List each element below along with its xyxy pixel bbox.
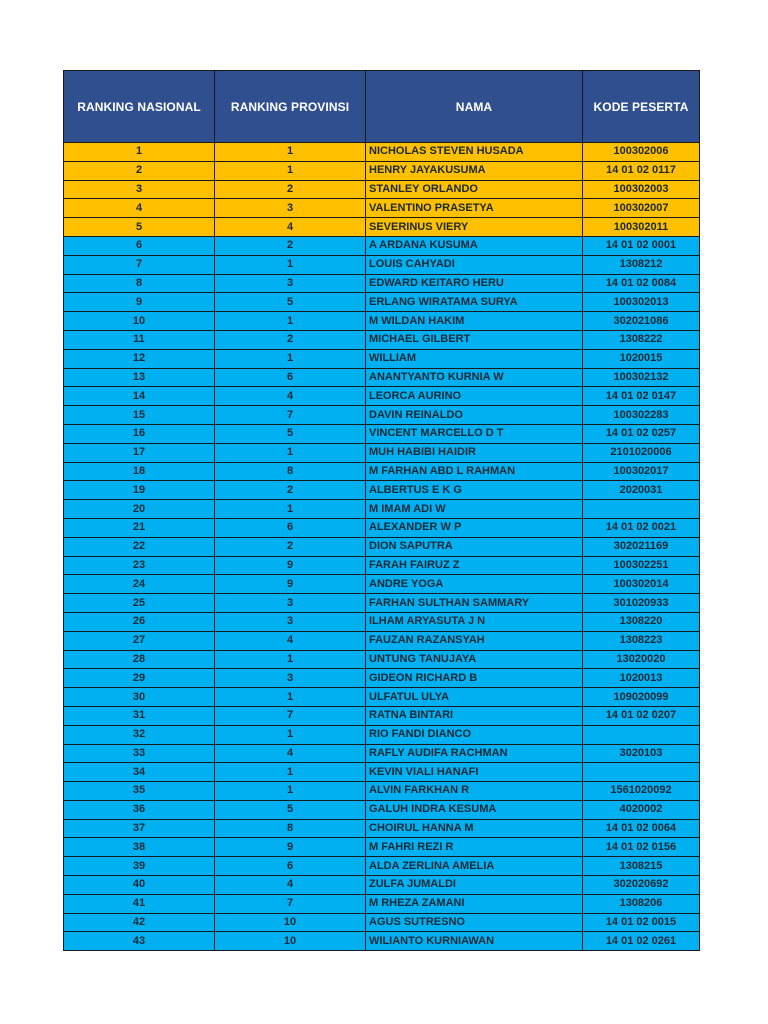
cell-ranking-provinsi: 1 [215,500,366,519]
cell-ranking-nasional: 24 [64,575,215,594]
table-row [64,349,700,368]
cell-kode-peserta: 109020099 [583,688,700,707]
table-row [64,481,700,500]
cell-kode-peserta: 14 01 02 0021 [583,518,700,537]
cell-ranking-nasional: 30 [64,688,215,707]
cell-ranking-provinsi: 4 [215,744,366,763]
cell-ranking-provinsi: 2 [215,236,366,255]
cell-kode-peserta: 3020103 [583,744,700,763]
table-row [64,424,700,443]
cell-ranking-nasional: 12 [64,349,215,368]
cell-nama: FARHAN SULTHAN SAMMARY [366,594,583,613]
table-row [64,706,700,725]
cell-nama: UNTUNG TANUJAYA [366,650,583,669]
cell-kode-peserta: 1020013 [583,669,700,688]
cell-ranking-provinsi: 2 [215,481,366,500]
cell-kode-peserta: 100302003 [583,180,700,199]
cell-ranking-nasional: 19 [64,481,215,500]
cell-nama: M RHEZA ZAMANI [366,894,583,913]
cell-ranking-provinsi: 1 [215,255,366,274]
cell-ranking-nasional: 32 [64,725,215,744]
cell-ranking-provinsi: 8 [215,819,366,838]
cell-kode-peserta: 1308222 [583,330,700,349]
cell-nama: SEVERINUS VIERY [366,218,583,237]
cell-ranking-provinsi: 3 [215,199,366,218]
table-row [64,462,700,481]
cell-nama: KEVIN VIALI HANAFI [366,763,583,782]
table-row [64,443,700,462]
cell-nama: ERLANG WIRATAMA SURYA [366,293,583,312]
cell-ranking-provinsi: 2 [215,180,366,199]
cell-ranking-provinsi: 10 [215,932,366,951]
cell-nama: RATNA BINTARI [366,706,583,725]
table-row [64,838,700,857]
cell-ranking-nasional: 1 [64,143,215,162]
cell-ranking-provinsi: 3 [215,669,366,688]
cell-ranking-provinsi: 9 [215,556,366,575]
table-row [64,537,700,556]
table-row [64,763,700,782]
cell-kode-peserta: 14 01 02 0064 [583,819,700,838]
cell-ranking-nasional: 13 [64,368,215,387]
cell-kode-peserta: 100302251 [583,556,700,575]
cell-nama: ILHAM ARYASUTA J N [366,612,583,631]
cell-nama: EDWARD KEITARO HERU [366,274,583,293]
cell-nama: ALEXANDER W P [366,518,583,537]
cell-kode-peserta [583,763,700,782]
cell-kode-peserta: 100302014 [583,575,700,594]
cell-nama: ALVIN FARKHAN R [366,782,583,801]
table-row [64,556,700,575]
cell-ranking-provinsi: 6 [215,368,366,387]
table-row [64,725,700,744]
cell-nama: AGUS SUTRESNO [366,913,583,932]
cell-kode-peserta: 14 01 02 0084 [583,274,700,293]
cell-nama: GIDEON RICHARD B [366,669,583,688]
header-nama: NAMA [366,71,583,143]
cell-nama: VINCENT MARCELLO D T [366,424,583,443]
cell-ranking-nasional: 43 [64,932,215,951]
cell-ranking-nasional: 2 [64,161,215,180]
cell-kode-peserta [583,725,700,744]
cell-nama: LOUIS CAHYADI [366,255,583,274]
cell-ranking-provinsi: 8 [215,462,366,481]
cell-kode-peserta: 14 01 02 0001 [583,236,700,255]
cell-nama: GALUH INDRA KESUMA [366,800,583,819]
cell-ranking-provinsi: 9 [215,575,366,594]
cell-nama: ZULFA JUMALDI [366,876,583,895]
cell-kode-peserta: 1308206 [583,894,700,913]
cell-kode-peserta: 100302283 [583,406,700,425]
cell-ranking-provinsi: 1 [215,688,366,707]
cell-ranking-nasional: 21 [64,518,215,537]
cell-kode-peserta: 1308215 [583,857,700,876]
cell-ranking-provinsi: 4 [215,387,366,406]
header-ranking-provinsi: RANKING PROVINSI [215,71,366,143]
cell-ranking-nasional: 25 [64,594,215,613]
cell-ranking-nasional: 40 [64,876,215,895]
cell-ranking-nasional: 11 [64,330,215,349]
cell-kode-peserta: 100302006 [583,143,700,162]
cell-ranking-nasional: 20 [64,500,215,519]
cell-kode-peserta: 14 01 02 0156 [583,838,700,857]
cell-kode-peserta: 100302007 [583,199,700,218]
cell-ranking-nasional: 3 [64,180,215,199]
cell-nama: RAFLY AUDIFA RACHMAN [366,744,583,763]
cell-ranking-provinsi: 3 [215,612,366,631]
cell-ranking-provinsi: 5 [215,424,366,443]
cell-nama: ALBERTUS E K G [366,481,583,500]
cell-kode-peserta: 2101020006 [583,443,700,462]
table-row [64,669,700,688]
cell-ranking-provinsi: 4 [215,631,366,650]
cell-nama: RIO FANDI DIANCO [366,725,583,744]
header-ranking-nasional: RANKING NASIONAL [64,71,215,143]
cell-ranking-provinsi: 7 [215,894,366,913]
cell-ranking-provinsi: 1 [215,143,366,162]
cell-ranking-nasional: 34 [64,763,215,782]
cell-ranking-provinsi: 1 [215,763,366,782]
cell-ranking-nasional: 36 [64,800,215,819]
cell-nama: NICHOLAS STEVEN HUSADA [366,143,583,162]
table-row [64,406,700,425]
cell-nama: FARAH FAIRUZ Z [366,556,583,575]
cell-ranking-nasional: 26 [64,612,215,631]
cell-ranking-provinsi: 3 [215,594,366,613]
table-row [64,631,700,650]
cell-ranking-nasional: 23 [64,556,215,575]
cell-nama: M FARHAN ABD L RAHMAN [366,462,583,481]
cell-ranking-nasional: 4 [64,199,215,218]
cell-kode-peserta: 14 01 02 0147 [583,387,700,406]
table-row [64,330,700,349]
cell-nama: A ARDANA KUSUMA [366,236,583,255]
cell-ranking-provinsi: 1 [215,782,366,801]
cell-kode-peserta: 1308212 [583,255,700,274]
cell-ranking-nasional: 6 [64,236,215,255]
table-row [64,650,700,669]
table-row [64,312,700,331]
cell-kode-peserta [583,500,700,519]
cell-ranking-provinsi: 1 [215,349,366,368]
cell-ranking-provinsi: 7 [215,406,366,425]
table-row [64,518,700,537]
table-row [64,293,700,312]
cell-kode-peserta: 14 01 02 0257 [583,424,700,443]
cell-nama: ANDRE YOGA [366,575,583,594]
cell-kode-peserta: 14 01 02 0207 [583,706,700,725]
cell-ranking-nasional: 10 [64,312,215,331]
cell-nama: MUH HABIBI HAIDIR [366,443,583,462]
cell-ranking-provinsi: 6 [215,518,366,537]
cell-kode-peserta: 14 01 02 0261 [583,932,700,951]
cell-nama: ULFATUL ULYA [366,688,583,707]
table-row [64,876,700,895]
cell-nama: FAUZAN RAZANSYAH [366,631,583,650]
table-row [64,161,700,180]
table-body [64,143,700,951]
cell-ranking-provinsi: 6 [215,857,366,876]
cell-nama: LEORCA AURINO [366,387,583,406]
cell-ranking-provinsi: 2 [215,537,366,556]
cell-nama: M FAHRI REZI R [366,838,583,857]
ranking-table [63,70,700,951]
table-row [64,255,700,274]
cell-kode-peserta: 1020015 [583,349,700,368]
cell-ranking-provinsi: 9 [215,838,366,857]
cell-ranking-nasional: 17 [64,443,215,462]
cell-ranking-nasional: 14 [64,387,215,406]
table-row [64,913,700,932]
cell-nama: WILIANTO KURNIAWAN [366,932,583,951]
cell-ranking-nasional: 5 [64,218,215,237]
table-row [64,575,700,594]
cell-nama: VALENTINO PRASETYA [366,199,583,218]
cell-kode-peserta: 100302013 [583,293,700,312]
cell-nama: M IMAM ADI W [366,500,583,519]
cell-kode-peserta: 13020020 [583,650,700,669]
cell-ranking-nasional: 16 [64,424,215,443]
cell-ranking-nasional: 38 [64,838,215,857]
cell-kode-peserta: 14 01 02 0015 [583,913,700,932]
cell-nama: DAVIN REINALDO [366,406,583,425]
table-row [64,782,700,801]
table-row [64,387,700,406]
table-row [64,857,700,876]
cell-kode-peserta: 302021169 [583,537,700,556]
cell-ranking-nasional: 9 [64,293,215,312]
cell-ranking-provinsi: 1 [215,312,366,331]
cell-ranking-nasional: 35 [64,782,215,801]
header-kode-peserta: KODE PESERTA [583,71,700,143]
cell-ranking-provinsi: 1 [215,161,366,180]
cell-ranking-provinsi: 1 [215,725,366,744]
cell-kode-peserta: 4020002 [583,800,700,819]
table-row [64,500,700,519]
table-row [64,218,700,237]
cell-kode-peserta: 302020692 [583,876,700,895]
cell-kode-peserta: 1308223 [583,631,700,650]
cell-kode-peserta: 1561020092 [583,782,700,801]
cell-ranking-nasional: 33 [64,744,215,763]
cell-ranking-nasional: 15 [64,406,215,425]
header-row [64,71,700,143]
table-row [64,236,700,255]
table-row [64,932,700,951]
table-row [64,199,700,218]
cell-ranking-nasional: 42 [64,913,215,932]
cell-kode-peserta: 100302017 [583,462,700,481]
table-row [64,819,700,838]
table-row [64,143,700,162]
table-row [64,744,700,763]
cell-ranking-provinsi: 5 [215,800,366,819]
cell-ranking-nasional: 28 [64,650,215,669]
cell-kode-peserta: 100302132 [583,368,700,387]
cell-ranking-provinsi: 3 [215,274,366,293]
cell-nama: M WILDAN HAKIM [366,312,583,331]
cell-ranking-nasional: 41 [64,894,215,913]
cell-nama: CHOIRUL HANNA M [366,819,583,838]
cell-kode-peserta: 1308220 [583,612,700,631]
cell-ranking-nasional: 27 [64,631,215,650]
cell-ranking-nasional: 7 [64,255,215,274]
cell-nama: HENRY JAYAKUSUMA [366,161,583,180]
table-row [64,180,700,199]
cell-ranking-provinsi: 2 [215,330,366,349]
cell-ranking-nasional: 18 [64,462,215,481]
table-row [64,688,700,707]
table-row [64,368,700,387]
cell-kode-peserta: 2020031 [583,481,700,500]
cell-ranking-nasional: 39 [64,857,215,876]
cell-ranking-nasional: 31 [64,706,215,725]
table-row [64,800,700,819]
cell-nama: ALDA ZERLINA AMELIA [366,857,583,876]
cell-kode-peserta: 100302011 [583,218,700,237]
cell-ranking-provinsi: 7 [215,706,366,725]
cell-ranking-nasional: 8 [64,274,215,293]
cell-ranking-provinsi: 1 [215,443,366,462]
cell-kode-peserta: 301020933 [583,594,700,613]
cell-nama: STANLEY ORLANDO [366,180,583,199]
cell-ranking-provinsi: 4 [215,876,366,895]
cell-nama: MICHAEL GILBERT [366,330,583,349]
cell-nama: DION SAPUTRA [366,537,583,556]
table-row [64,274,700,293]
cell-ranking-nasional: 37 [64,819,215,838]
table-row [64,612,700,631]
cell-nama: ANANTYANTO KURNIA W [366,368,583,387]
table-row [64,594,700,613]
cell-ranking-nasional: 29 [64,669,215,688]
cell-ranking-provinsi: 4 [215,218,366,237]
cell-kode-peserta: 14 01 02 0117 [583,161,700,180]
table-row [64,894,700,913]
cell-kode-peserta: 302021086 [583,312,700,331]
cell-ranking-provinsi: 5 [215,293,366,312]
table-header [64,71,700,143]
cell-ranking-nasional: 22 [64,537,215,556]
cell-ranking-provinsi: 1 [215,650,366,669]
cell-ranking-provinsi: 10 [215,913,366,932]
ranking-sheet [63,70,699,951]
cell-nama: WILLIAM [366,349,583,368]
